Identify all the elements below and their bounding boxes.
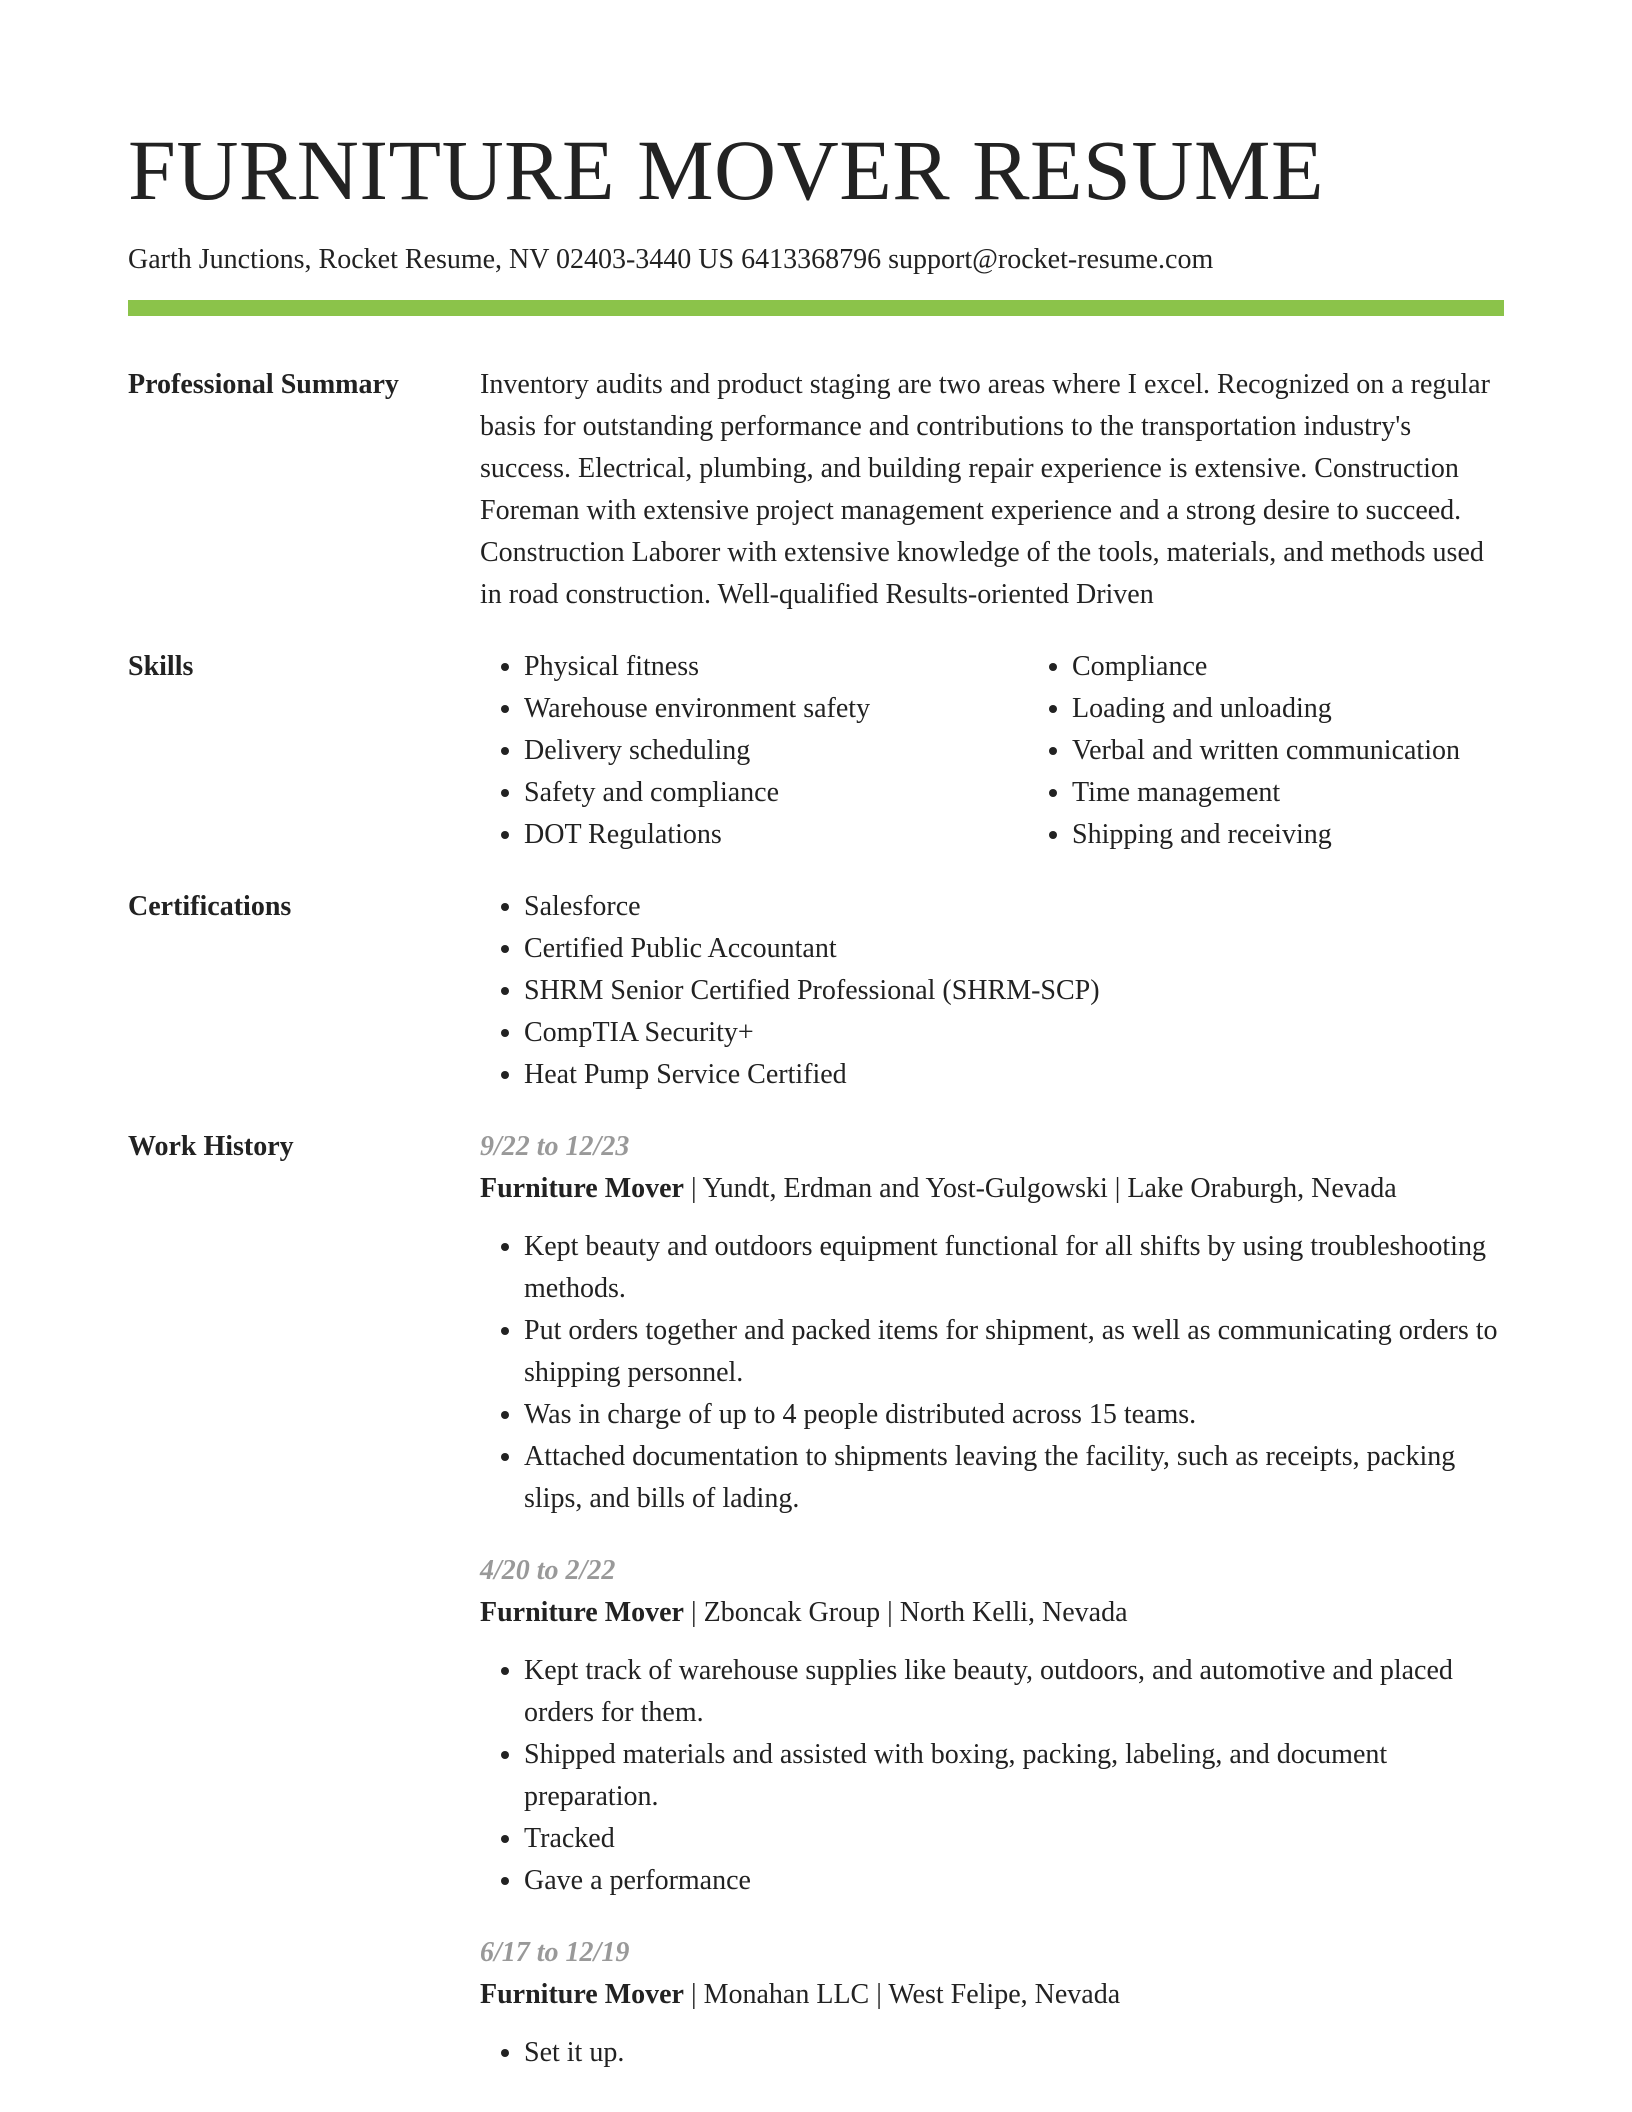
skill-item: • Verbal and written communication — [1072, 730, 1542, 772]
job-bullet: • Put orders together and packed items for shipment, as well as communicating orders to shipping personnel. — [524, 1310, 1504, 1394]
section-label-skills: Skills — [128, 651, 194, 682]
job-bullets — [480, 1226, 1504, 1520]
job-heading — [480, 1592, 1504, 1634]
certification-item: • Heat Pump Service Certified — [524, 1054, 1504, 1096]
certification-item: • CompTIA Security+ — [524, 1012, 1504, 1054]
section-label-work-history: Work History — [128, 1131, 294, 1162]
summary-text: Inventory audits and product staging are two areas where I excel. Recognized on a regular basis for outstanding performance and contributions to the transportation industry's success. Electrical, plumbing, and building repair experience is extensive. Construction Foreman with extensive project management experience and a strong desire to succeed. Construction Laborer with extensive knowledge of the tools, materials, and methods used in road construction. Well-qualified Results-oriented Driven — [480, 369, 1490, 610]
job-entry — [480, 1550, 1504, 1902]
job-bullet: • Kept track of warehouse supplies like beauty, outdoors, and automotive and placed orders for them. — [524, 1650, 1504, 1734]
job-bullets — [480, 1650, 1504, 1902]
job-company: Monahan LLC — [703, 1979, 870, 2010]
job-entry — [480, 1932, 1504, 2074]
skills-grid — [480, 646, 1542, 856]
job-location: North Kelli, Nevada — [899, 1597, 1128, 1628]
contact-line — [128, 242, 1504, 278]
skill-item: • Shipping and receiving — [1072, 814, 1542, 856]
certifications-content — [480, 886, 1504, 1096]
resume-page — [128, 0, 1504, 2074]
skills-list-left — [480, 646, 984, 856]
job-title: Furniture Mover — [480, 1979, 684, 2010]
summary-content — [480, 364, 1504, 616]
job-bullet: • Kept beauty and outdoors equipment functional for all shifts by using troubleshooting methods. — [524, 1226, 1504, 1310]
certification-item: • Salesforce — [524, 886, 1504, 928]
job-company: Zboncak Group — [703, 1597, 881, 1628]
section-label-certifications: Certifications — [128, 891, 292, 922]
job-location: West Felipe, Nevada — [888, 1979, 1121, 2010]
job-entry — [480, 1126, 1504, 1520]
skill-item: • Compliance — [1072, 646, 1542, 688]
job-bullet: • Shipped materials and assisted with boxing, packing, labeling, and document preparation. — [524, 1734, 1504, 1818]
skill-item: • Safety and compliance — [524, 772, 984, 814]
job-bullet: • Was in charge of up to 4 people distributed across 15 teams. — [524, 1394, 1504, 1436]
job-bullet: • Gave a performance — [524, 1860, 1504, 1902]
job-heading — [480, 1168, 1504, 1210]
skill-item: • DOT Regulations — [524, 814, 984, 856]
header-divider — [128, 300, 1504, 316]
certifications-section — [128, 886, 1504, 1096]
skill-item: • Delivery scheduling — [524, 730, 984, 772]
job-dates: 4/20 to 2/22 — [480, 1555, 616, 1586]
resume-title: FURNITURE MOVER RESUME — [128, 122, 1324, 218]
job-title: Furniture Mover — [480, 1597, 684, 1628]
certification-item: • Certified Public Accountant — [524, 928, 1504, 970]
summary-section — [128, 364, 1504, 616]
certifications-list — [480, 886, 1504, 1096]
skill-item: • Time management — [1072, 772, 1542, 814]
job-dates: 9/22 to 12/23 — [480, 1131, 630, 1162]
skill-item: • Loading and unloading — [1072, 688, 1542, 730]
job-bullet: • Attached documentation to shipments leaving the facility, such as receipts, packing slips, and bills of lading. — [524, 1436, 1504, 1520]
skill-item: • Warehouse environment safety — [524, 688, 984, 730]
contact-address: Garth Junctions, Rocket Resume, NV 02403-3440 US — [128, 244, 735, 275]
section-label-summary: Professional Summary — [128, 369, 399, 400]
certification-item: • SHRM Senior Certified Professional (SHRM-SCP) — [524, 970, 1504, 1012]
job-title: Furniture Mover — [480, 1173, 684, 1204]
skill-item: • Physical fitness — [524, 646, 984, 688]
contact-email: support@rocket-resume.com — [888, 244, 1214, 275]
job-dates: 6/17 to 12/19 — [480, 1937, 630, 1968]
job-location: Lake Oraburgh, Nevada — [1127, 1173, 1397, 1204]
job-bullets — [480, 2032, 1504, 2074]
skills-list-right — [1028, 646, 1542, 856]
job-heading — [480, 1974, 1504, 2016]
job-company: Yundt, Erdman and Yost-Gulgowski — [702, 1173, 1108, 1204]
job-bullet: • Set it up. — [524, 2032, 1504, 2074]
work-history-section — [128, 1126, 1504, 2074]
work-history-content — [480, 1126, 1504, 2074]
job-bullet: • Tracked — [524, 1818, 1504, 1860]
contact-phone: 6413368796 — [741, 244, 882, 275]
skills-section — [128, 646, 1504, 856]
